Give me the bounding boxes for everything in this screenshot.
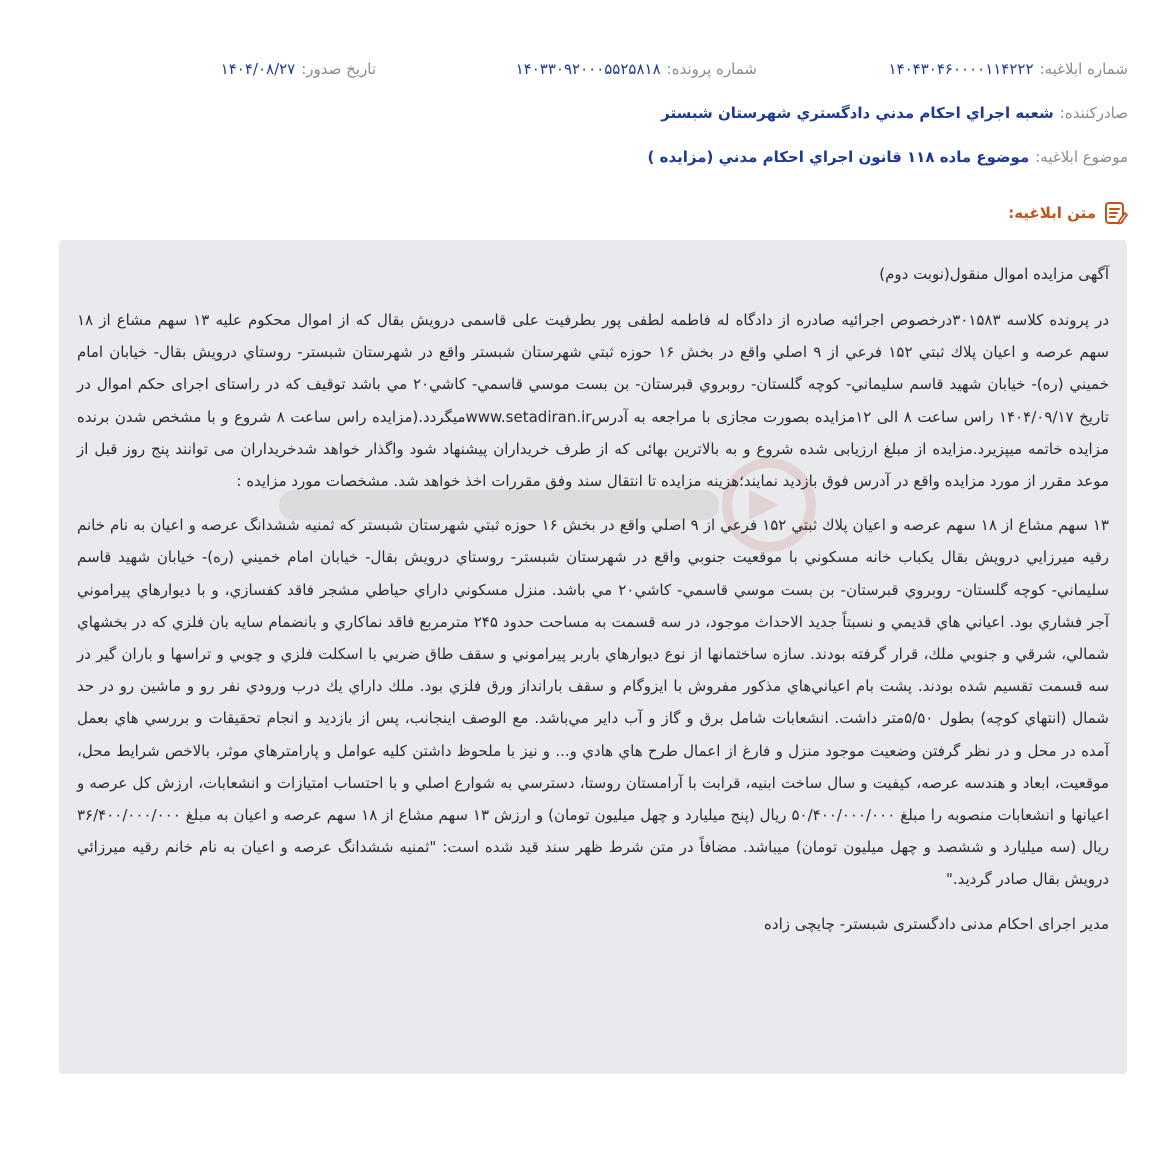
- notice-text-heading: [1008, 200, 1128, 226]
- issuer: [661, 104, 1128, 122]
- issuer-label: صادرکننده:: [1059, 104, 1128, 122]
- issuer-value: شعبه اجراي احكام مدني دادگستري شهرستان شبستر: [661, 104, 1054, 122]
- case-number-value: ۱۴۰۳۳۰۹۲۰۰۰۵۵۲۵۸۱۸: [515, 60, 661, 78]
- subject: [648, 148, 1128, 166]
- subject-label: موضوع ابلاغیه:: [1035, 148, 1128, 166]
- subject-value: موضوع ماده ۱۱۸ قانون اجراي احكام مدني (مزايده ): [647, 148, 1030, 166]
- notice-body-panel: [59, 240, 1127, 1074]
- notice-number-label: شماره ابلاغیه:: [1039, 60, 1128, 78]
- notice-paragraph: در پرونده کلاسه ۳۰۱۵۸۳درخصوص اجرائیه صادره از دادگاه له فاطمه لطفی پور بطرفیت علی قاسمی درویش بقال که از اموال محکوم علیه ۱۳ سهم مشاع از ۱۸ سهم عرصه و اعيان پلاك ثبتي ۱۵۲ فرعي از ۹ اصلي واقع در بخش ۱۶ حوزه ثبتي شهرستان شبستر واقع در شهرستان شبستر- روستاي درويش بقال- خيابان امام خميني (ره)- خيابان شهيد قاسم سليماني- كوچه گلستان- روبروي قبرستان- بن بست موسي قاسمي- كاشي۲۰ مي باشد توقیف که در راستای اجرای حکم اموال در تاریخ ۱۴۰۴/۰۹/۱۷ راس ساعت ۸ الی ۱۲مزایده بصورت مجازی با مراجعه به آدرسwww.setadiran.irمیگردد.(مزایده راس ساعت ۸ شروع و با مشخص شدن برنده مزایده خاتمه میپزیرد.مزایده از مبلغ ارزیابی شده شروع و به بالاترین بهائی که از طرف خریداران پیشنهاد شود واگذار خواهد شدخریداران می توانند پنج روز قبل از موعد مقرر از مورد مزایده واقع در آدرس فوق بازدید نمایند؛هزینه مزایده تا انتقال سند وفق مقررات اخذ خواهد شد. مشخصات مورد مزایده :: [77, 311, 1110, 491]
- notice-number-value: ۱۴۰۴۳۰۴۶۰۰۰۰۱۱۴۲۲۲: [888, 60, 1034, 78]
- issuer-row: [46, 96, 1128, 130]
- notice-text-heading-label: متن ابلاغیه:: [1008, 204, 1096, 222]
- notice-title: آگهی مزایده اموال منقول(نوبت دوم): [879, 265, 1109, 283]
- subject-row: [46, 140, 1128, 174]
- case-number: [497, 60, 757, 78]
- property-description-paragraph: ۱۳ سهم مشاع از ۱۸ سهم عرصه و اعيان پلاك ثبتي ۱۵۲ فرعي از ۹ اصلي واقع در بخش ۱۶ حوزه ثبتي شهرستان شبستر كه ثمنيه ششدانگ عرصه و اعيان به نام خانم رقيه ميرزايي درويش بقال يكباب خانه مسكوني با موقعيت جنوبي واقع در شهرستان شبستر- روستاي درويش بقال- خيابان امام خميني (ره)- خيابان شهيد قاسم سليماني- كوچه گلستان- روبروي قبرستان- بن بست موسي قاسمي- كاشي۲۰ مي باشد. منزل مسكوني داراي حياطي مشجر فاقد كفسازي، و با ديوارهاي پيراموني آجر فشاري بود. اعياني هاي قديمي و نسبتاً جديد الاحداث موجود، در سه قسمت به مساحت حدود ۲۴۵ مترمربع فاقد نماكاري و بانضمام سايه بان فلزي كه در بخشهاي شمالي، شرقي و جنوبي ملك، قرار گرفته بودند. سازه ساختمانها از نوع ديوارهاي باربر پيراموني و سقف طاق ضربي با اسكلت فلزي و چوبي و تراسها و باران گير در سه قسمت تقسيم شده بودند. پشت بام اعياني‌هاي مذكور مفروش با ايزوگام و سقف بارانداز ورق فلزي بود. ملك داراي يك درب ورودي نفر رو و ماشين رو در حد شمال (انتهاي كوچه) بطول ۵/۵۰متر داشت. انشعابات شامل برق و گاز و آب داير مي‌باشد. مع الوصف اينجانب، پس از بازديد و انجام تحقيقات و بررسي هاي بعمل آمده در محل و در نظر گرفتن وضعيت موجود منزل و فارغ از اعمال طرح هاي هادي و... و نيز با ملحوظ داشتن كليه عوامل و پارامترهاي موثر، بالاخص شرايط محل، موقعيت، ابعاد و هندسه عرصه، كيفيت و سال ساخت ابنيه، قرابت با آرامستان روستا، دسترسي به شوارع اصلي و با احتساب امتيازات و انشعابات، ارزش كل عرصه و اعيانها و انشعابات منصوبه را مبلغ ۵۰/۴۰۰/۰۰۰/۰۰۰ ريال (پنج ميليارد و چهل ميليون تومان) و ارزش ۱۳ سهم مشاع از ۱۸ سهم عرصه و اعيان به مبلغ ۳۶/۴۰۰/۰۰۰/۰۰۰ ريال (سه ميليارد و ششصد و چهل ميليون تومان) ميباشد. مضافاً در متن شرط ظهر سند قيد شده است: "ثمنيه ششدانگ عرصه و اعيان به نام خانم رقيه ميرزائي درويش بقال صادر گرديد.": [77, 516, 1109, 889]
- notice-meta-row: [46, 52, 1128, 86]
- issue-date: [196, 60, 376, 78]
- notice-number: [878, 60, 1128, 78]
- issue-date-label: تاریخ صدور:: [301, 60, 376, 78]
- signature: مدیر اجرای احکام مدنی دادگستری شبستر- چایچی زاده: [764, 914, 1109, 933]
- document-icon: [1104, 200, 1128, 226]
- case-number-label: شماره پرونده:: [666, 60, 757, 78]
- issue-date-value: ۱۴۰۴/۰۸/۲۷: [220, 60, 296, 78]
- notice-header: [46, 52, 1128, 174]
